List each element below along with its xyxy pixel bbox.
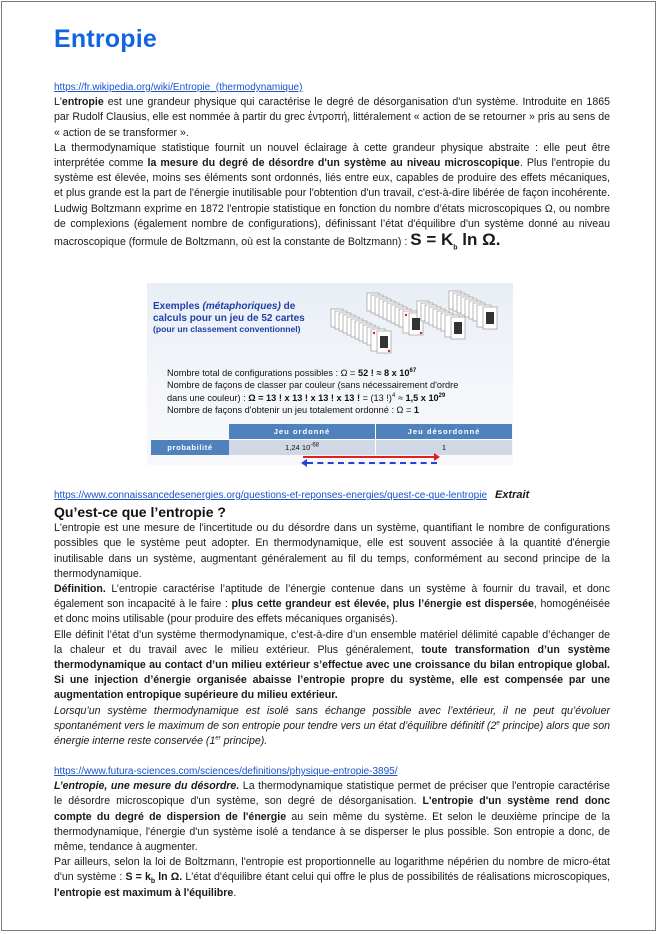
text: L' xyxy=(54,96,62,109)
exponent: -68 xyxy=(310,442,319,449)
section-futura-sciences xyxy=(54,764,610,901)
bold-text: toute transformation d’un système thermodynamique au contact d’un milieu extérieur s’effectue avec une croissance du bilan entropique global. Si une injection d’énergie organisée abaisse l’entropie propre du système, elle est compensée par une augmentation entropique supérieure du milieu extérieur. xyxy=(54,643,611,702)
paragraph-boltzmann xyxy=(54,855,610,901)
text: La thermodynamique statistique fournit un nouvel éclairage à cette grandeur physique abstraite : elle peut être interprétée comme xyxy=(54,141,610,170)
probability-table xyxy=(151,424,512,455)
bold-text: 1 xyxy=(413,405,420,416)
superscript: e xyxy=(496,720,500,727)
text: Nombre de façons d'obtenir un jeu totalement ordonné : Ω = xyxy=(167,405,414,416)
text: Exemples xyxy=(153,301,203,312)
cell-disordered: 1 xyxy=(376,440,513,456)
text: au sein même du système. Et selon le deuxième principe de la thermodynamique, l'énergie d'un système isolé a tendance à se disperser le plus possible. Son entropie a donc, de même, tendance à augmenter. xyxy=(54,810,610,854)
bold-text: entropie xyxy=(61,96,104,109)
document-page xyxy=(1,1,656,931)
text: (pour un classement conventionnel) xyxy=(153,324,301,334)
bold-text: 52 ! ≈ 8 x 10 xyxy=(357,368,410,378)
figure-calculations xyxy=(167,367,513,417)
connaissance-link[interactable]: https://www.connaissancedesenergies.org/questions-et-reponses-energies/quest-ce-que-lentropie xyxy=(54,490,488,501)
paragraph-disorder xyxy=(54,779,610,855)
italic-text: (métaphoriques) xyxy=(202,301,281,312)
formula-text: S = k xyxy=(125,871,151,884)
text: ≈ xyxy=(395,392,406,403)
superscript: er xyxy=(215,735,221,742)
bold-italic-text: L’entropie, une mesure du désordre. xyxy=(54,780,240,793)
text: de xyxy=(280,301,296,312)
figure-title xyxy=(153,301,305,336)
card-deck-figure xyxy=(147,283,513,465)
text: = (13 !) xyxy=(360,392,392,403)
page-title: Entropie xyxy=(54,25,157,53)
text: , homogénéisée et donc moins utilisable (pour produire des effets mécaniques organisés). xyxy=(54,598,611,626)
formula-subscript: b xyxy=(453,244,458,252)
paragraph-definition xyxy=(54,582,610,628)
blue-dashed-arrow-left-icon xyxy=(307,462,437,464)
header-ordered: Jeu ordonné xyxy=(229,424,376,440)
text: Elle définit l’état d’un système thermodynamique, c’est-à-dire d’un ensemble matériel délimité capable d’échanger de la chaleur et du travail avec le milieu extérieur. Plus généralement, xyxy=(54,628,610,656)
wikipedia-link[interactable]: https://fr.wikipedia.org/wiki/Entropie_(thermodynamique) xyxy=(54,82,303,93)
cards-icon xyxy=(329,289,507,365)
source-line xyxy=(54,488,610,503)
cell-ordered xyxy=(229,440,376,456)
bold-text: 1,5 x 10 xyxy=(405,392,439,403)
exponent: 67 xyxy=(409,367,417,374)
row-label: probabilité xyxy=(151,440,229,456)
text: dans une couleur) : xyxy=(167,392,249,403)
text: Nombre de façons de classer par couleur (sans nécessairement d'ordre xyxy=(167,380,459,391)
extract-label: Extrait xyxy=(495,489,530,501)
bold-text: L'entropie d'un système rend donc compte du degré de dispersion de l'énergie xyxy=(54,795,610,823)
empty-cell xyxy=(151,424,229,440)
italic-text: principe). xyxy=(220,735,268,748)
text: La thermodynamique statistique permet de préciser que l'entropie caractérise le désordre microscopique d'un système, son degré de désorganisation. xyxy=(54,780,610,808)
text: . Plus l'entropie du système est élevée, moins ses éléments sont ordonnés, liés entre eux, capables de produire des effets mécaniques, et plus grande est la part de l'énergie inutilisable pour l'obtention d'un travail, c'est-à-dire libérée de façon incohérente. Ludwig Boltzmann exprime en 1872 l'entropie statistique en fonction du nombre d’états microscopiques Ω, ou nombre de complexions (également nombre de configurations), définissant l’état d'équilibre d'un système donné au niveau macroscopique (formule de Boltzmann, où est la constante de Boltzmann) : xyxy=(54,157,611,249)
text: . xyxy=(233,886,237,899)
formula-subscript: b xyxy=(150,878,156,886)
boltzmann-formula xyxy=(410,230,501,252)
bold-text: Définition. xyxy=(54,583,106,596)
text: calculs pour un jeu de 52 cartes xyxy=(153,312,305,324)
header-disordered: Jeu désordonné xyxy=(376,424,513,440)
bold-text: plus cette grandeur est élevée, plus l’énergie est dispersée xyxy=(231,598,534,611)
red-arrow-right-icon xyxy=(303,456,435,458)
text: est une grandeur physique qui caractérise le degré de désorganisation d'un système. Introduite en 1865 par Rudolf Clausius, elle est nommée à partir du grec ἐντροπή, littéralement « action de se retourner » pris au sens de « action de se transformer ». xyxy=(54,96,610,139)
exponent: 29 xyxy=(438,392,446,399)
text: L'état d'équilibre étant celui qui offre le plus de possibilités de réalisations microscopiques, xyxy=(182,871,610,884)
formula-text: S = K xyxy=(410,230,454,250)
text: Par ailleurs, selon la loi de Boltzmann, l'entropie est proportionnelle au logarithme népérien du nombre de micro-état d'un système : xyxy=(54,856,610,884)
exponent: 4 xyxy=(391,392,396,399)
playing-cards-illustration xyxy=(329,289,507,365)
bold-text: l'entropie est maximum à l'équilibre xyxy=(54,886,234,899)
bold-text: Ω = 13 ! x 13 ! x 13 ! x 13 ! xyxy=(248,392,361,403)
italic-text: Lorsqu’un système thermodynamique est isolé sans échange possible avec l’extérieur, il ne peut qu’évoluer spontanément vers le maximum de son entropie pour tendre vers un état d’équilibre définitif (2 xyxy=(54,704,610,732)
italic-text: principe) alors que son énergie interne reste conservée (1 xyxy=(54,719,610,748)
paragraph-statistical xyxy=(54,141,610,250)
paragraph-system xyxy=(54,628,610,704)
formula-text: ln Ω. xyxy=(155,871,183,884)
paragraph-isolated xyxy=(54,704,610,750)
section-connaissance-energies xyxy=(54,488,610,749)
table-header-row xyxy=(151,424,512,440)
formula-text: ln Ω. xyxy=(457,230,501,250)
table-row xyxy=(151,440,512,456)
futura-link[interactable]: https://www.futura-sciences.com/sciences/definitions/physique-entropie-3895/ xyxy=(54,766,398,777)
text: L’entropie caractérise l’aptitude de l’énergie contenue dans un système à fournir du travail, et donc également son incapacité à le faire : xyxy=(54,583,610,611)
section-heading: Qu’est-ce que l’entropie ? xyxy=(54,504,226,521)
paragraph-definition-general: L'entropie est une mesure de l'incertitude ou du désordre dans un système, quantifiant le nombre de configurations possibles que le système peut adopter. En thermodynamique, elle est souvent associée à la quantité d'énergie inutilisable dans un système, augmentant généralement au fil du temps, conformément au second principe de la thermodynamique. xyxy=(54,522,610,580)
value: 1,24 10 xyxy=(284,443,311,453)
section-wikipedia xyxy=(54,80,610,250)
bold-text: la mesure du degré de désordre d'un système au niveau microscopique xyxy=(147,157,520,170)
text: Nombre total de configurations possibles : Ω = xyxy=(167,368,358,378)
paragraph-intro xyxy=(54,95,610,141)
